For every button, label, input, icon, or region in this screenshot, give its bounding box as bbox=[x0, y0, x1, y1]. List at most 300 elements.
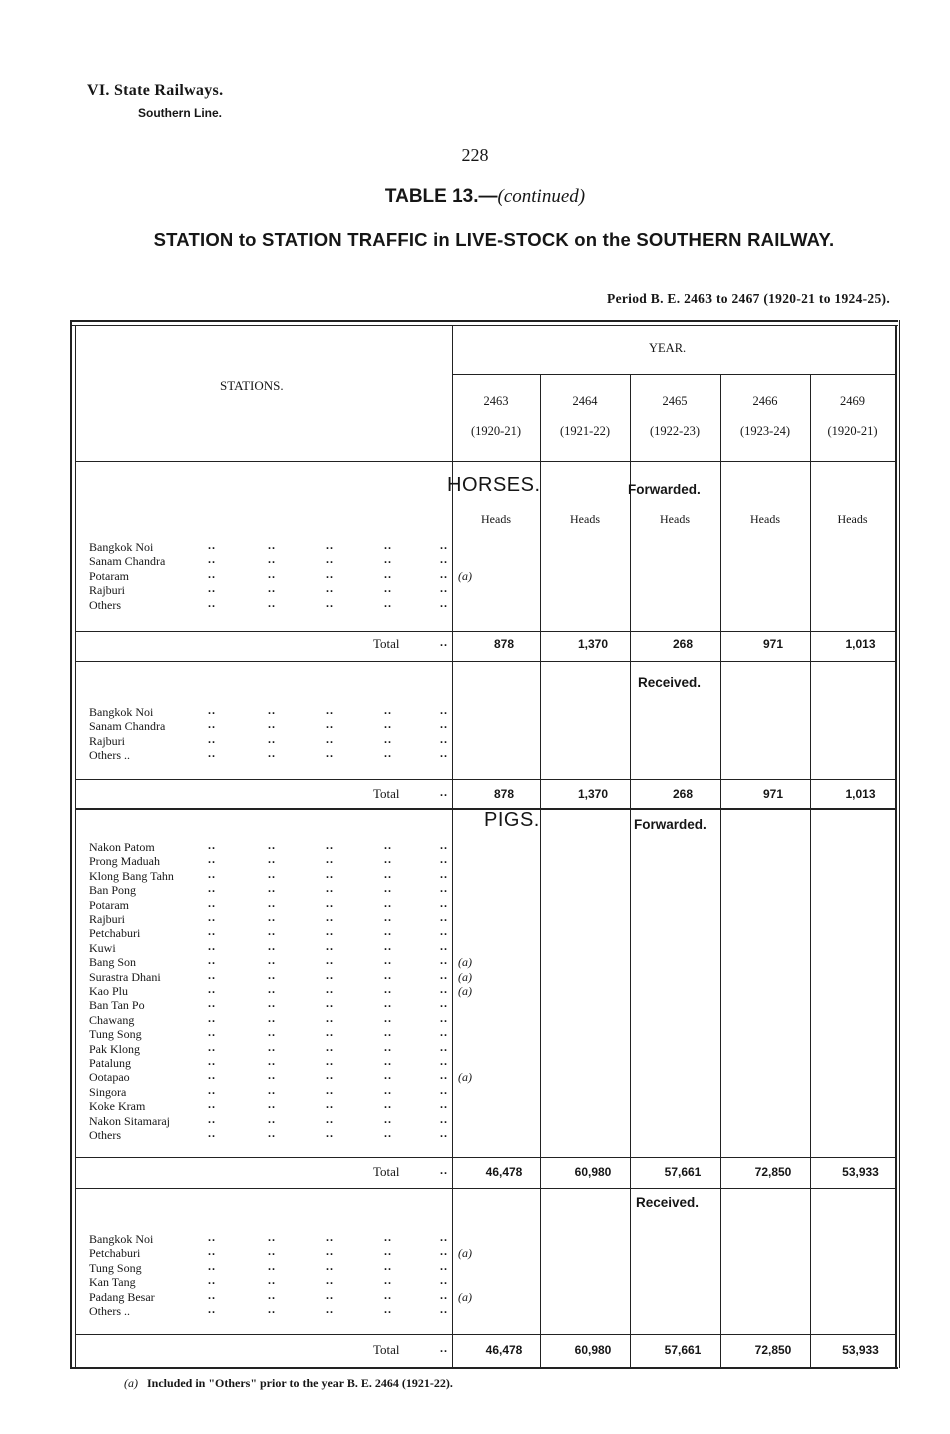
leader-dots: .. bbox=[384, 895, 392, 910]
leader-dots: .. bbox=[440, 996, 448, 1011]
leader-dots: .. bbox=[208, 1039, 216, 1054]
leader-dots: .. bbox=[326, 924, 334, 939]
total-value: 53,933 bbox=[842, 1343, 879, 1357]
leader-dots: .. bbox=[440, 1341, 448, 1355]
leader-dots: .. bbox=[326, 1258, 334, 1273]
leader-dots: .. bbox=[326, 1273, 334, 1288]
leader-dots: .. bbox=[268, 581, 276, 596]
leader-dots: .. bbox=[208, 552, 216, 567]
leader-dots: .. bbox=[268, 996, 276, 1011]
leader-dots: .. bbox=[326, 1025, 334, 1040]
leader-dots: .. bbox=[208, 1054, 216, 1068]
station-name: Tung Song bbox=[89, 1027, 142, 1042]
leader-dots: .. bbox=[384, 1054, 392, 1068]
leader-dots: .. bbox=[440, 785, 448, 799]
leader-dots: .. bbox=[208, 746, 216, 761]
leader-dots: .. bbox=[268, 1068, 276, 1083]
leader-dots: .. bbox=[384, 1273, 392, 1288]
leader-dots: .. bbox=[326, 731, 334, 746]
leader-dots: .. bbox=[268, 731, 276, 746]
leader-dots: .. bbox=[268, 703, 276, 717]
leader-dots: .. bbox=[268, 924, 276, 939]
year-subrule bbox=[452, 374, 895, 375]
table-continued: (continued) bbox=[497, 186, 586, 207]
leader-dots: .. bbox=[268, 982, 276, 996]
leader-dots: .. bbox=[440, 1039, 448, 1054]
leader-dots: .. bbox=[440, 595, 448, 610]
leader-dots: .. bbox=[384, 566, 392, 581]
leader-dots: .. bbox=[326, 746, 334, 761]
leader-dots: .. bbox=[384, 996, 392, 1011]
leader-dots: .. bbox=[440, 1126, 448, 1140]
leader-dots: .. bbox=[440, 538, 448, 552]
leader-dots: .. bbox=[326, 838, 334, 852]
page-title: STATION to STATION TRAFFIC in LIVE-STOCK on the SOUTHERN RAILWAY. bbox=[153, 229, 835, 250]
leader-dots: .. bbox=[440, 924, 448, 939]
leader-dots: .. bbox=[208, 982, 216, 996]
leader-dots: .. bbox=[440, 1163, 448, 1177]
leader-dots: .. bbox=[440, 1302, 448, 1316]
leader-dots: .. bbox=[326, 1111, 334, 1126]
leader-dots: .. bbox=[268, 1025, 276, 1040]
total-label: Total bbox=[373, 1164, 400, 1179]
table-right-rule-outer bbox=[899, 320, 900, 1368]
leader-dots: .. bbox=[440, 552, 448, 567]
total-value: 57,661 bbox=[664, 1165, 702, 1179]
note-mark: (a) bbox=[458, 568, 472, 583]
leader-dots: .. bbox=[326, 938, 334, 953]
leader-dots: .. bbox=[440, 1244, 448, 1259]
leader-dots: .. bbox=[440, 967, 448, 982]
station-name: Others bbox=[89, 597, 121, 612]
leader-dots: .. bbox=[268, 1010, 276, 1025]
leader-dots: .. bbox=[326, 967, 334, 982]
leader-dots: .. bbox=[208, 938, 216, 953]
leader-dots: .. bbox=[326, 552, 334, 567]
year-label: 2466 bbox=[752, 394, 778, 408]
leader-dots: .. bbox=[208, 967, 216, 982]
leader-dots: .. bbox=[268, 953, 276, 968]
leader-dots: .. bbox=[208, 595, 216, 610]
note-mark: (a) bbox=[458, 1070, 472, 1085]
station-name: Rajburi bbox=[89, 912, 125, 926]
leader-dots: .. bbox=[208, 538, 216, 552]
station-name: Patalung bbox=[89, 1056, 131, 1070]
station-name: Others bbox=[89, 1128, 121, 1142]
leader-dots: .. bbox=[326, 996, 334, 1011]
leader-dots: .. bbox=[326, 852, 334, 867]
leader-dots: .. bbox=[208, 1273, 216, 1288]
leader-dots: .. bbox=[268, 938, 276, 953]
subtotal-rule bbox=[75, 1334, 895, 1335]
note-mark: (a) bbox=[458, 955, 472, 970]
leader-dots: .. bbox=[268, 1082, 276, 1097]
leader-dots: .. bbox=[208, 1025, 216, 1040]
leader-dots: .. bbox=[384, 1302, 392, 1316]
leader-dots: .. bbox=[326, 1302, 334, 1316]
leader-dots: .. bbox=[208, 731, 216, 746]
leader-dots: .. bbox=[268, 1302, 276, 1316]
leader-dots: .. bbox=[208, 881, 216, 896]
total-rule bbox=[75, 1188, 895, 1189]
leader-dots: .. bbox=[384, 910, 392, 924]
subtotal-rule bbox=[75, 631, 895, 632]
leader-dots: .. bbox=[326, 1230, 334, 1244]
leader-dots: .. bbox=[208, 1230, 216, 1244]
leader-dots: .. bbox=[208, 910, 216, 924]
total-value: 971 bbox=[762, 637, 784, 651]
leader-dots: .. bbox=[384, 1258, 392, 1273]
unit-label: Heads bbox=[750, 512, 780, 526]
leader-dots: .. bbox=[268, 566, 276, 581]
leader-dots: .. bbox=[384, 1111, 392, 1126]
leader-dots: .. bbox=[268, 538, 276, 552]
leader-dots: .. bbox=[384, 552, 392, 567]
leader-dots: .. bbox=[440, 881, 448, 896]
leader-dots: .. bbox=[208, 924, 216, 939]
station-name: Koke Kram bbox=[89, 1099, 146, 1114]
leader-dots: .. bbox=[268, 881, 276, 896]
leader-dots: .. bbox=[208, 1258, 216, 1273]
leader-dots: .. bbox=[268, 1244, 276, 1259]
table-bottom-rule bbox=[70, 1367, 898, 1369]
leader-dots: .. bbox=[208, 838, 216, 852]
leader-dots: .. bbox=[326, 910, 334, 924]
total-rule bbox=[75, 661, 895, 662]
leader-dots: .. bbox=[326, 982, 334, 996]
station-name: Petchaburi bbox=[89, 926, 141, 941]
station-name: Bangkok Noi bbox=[89, 540, 154, 554]
leader-dots: .. bbox=[326, 1244, 334, 1259]
station-name: Nakon Patom bbox=[89, 840, 155, 854]
station-name: Tung Song bbox=[89, 1260, 142, 1275]
leader-dots: .. bbox=[440, 635, 448, 649]
station-name: Ban Pong bbox=[89, 883, 137, 898]
period-label: (1921-22) bbox=[560, 424, 610, 438]
total-value: 60,980 bbox=[574, 1165, 612, 1179]
leader-dots: .. bbox=[384, 924, 392, 939]
leader-dots: .. bbox=[208, 1082, 216, 1097]
leader-dots: .. bbox=[268, 866, 276, 881]
note-mark: (a) bbox=[458, 969, 472, 984]
unit-label: Heads bbox=[660, 512, 690, 526]
leader-dots: .. bbox=[268, 1126, 276, 1140]
leader-dots: .. bbox=[326, 1068, 334, 1083]
section-title-pigs: PIGS. bbox=[484, 809, 540, 831]
leader-dots: .. bbox=[440, 838, 448, 852]
table-top-rule-inner bbox=[70, 325, 898, 326]
forwarded-label: Forwarded. bbox=[634, 817, 707, 832]
leader-dots: .. bbox=[440, 746, 448, 761]
leader-dots: .. bbox=[208, 1287, 216, 1302]
section-title-horses: HORSES. bbox=[447, 474, 541, 496]
leader-dots: .. bbox=[384, 746, 392, 761]
table-left-rule-inner bbox=[75, 325, 76, 1367]
total-value: 72,850 bbox=[754, 1343, 792, 1357]
leader-dots: .. bbox=[208, 1068, 216, 1083]
leader-dots: .. bbox=[208, 717, 216, 732]
leader-dots: .. bbox=[268, 967, 276, 982]
leader-dots: .. bbox=[440, 566, 448, 581]
leader-dots: .. bbox=[384, 881, 392, 896]
leader-dots: .. bbox=[384, 953, 392, 968]
station-name: Singora bbox=[89, 1084, 127, 1099]
total-value: 1,013 bbox=[845, 637, 876, 651]
leader-dots: .. bbox=[268, 1111, 276, 1126]
total-value: 46,478 bbox=[485, 1343, 523, 1357]
station-name: Pak Klong bbox=[89, 1041, 140, 1056]
table-left-rule bbox=[70, 320, 72, 1368]
station-name: Ootapao bbox=[89, 1070, 130, 1085]
page-number: 228 bbox=[461, 145, 489, 165]
leader-dots: .. bbox=[208, 1126, 216, 1140]
leader-dots: .. bbox=[384, 1010, 392, 1025]
leader-dots: .. bbox=[326, 1126, 334, 1140]
station-name: Potaram bbox=[89, 897, 129, 912]
station-name: Others .. bbox=[89, 748, 130, 763]
leader-dots: .. bbox=[268, 746, 276, 761]
leader-dots: .. bbox=[440, 1010, 448, 1025]
leader-dots: .. bbox=[440, 1273, 448, 1288]
leader-dots: .. bbox=[440, 982, 448, 996]
leader-dots: .. bbox=[440, 1054, 448, 1068]
leader-dots: .. bbox=[268, 717, 276, 732]
subtotal-rule bbox=[75, 779, 895, 780]
leader-dots: .. bbox=[384, 866, 392, 881]
station-name: Sanam Chandra bbox=[89, 719, 166, 734]
leader-dots: .. bbox=[326, 1010, 334, 1025]
total-value: 60,980 bbox=[574, 1343, 612, 1357]
leader-dots: .. bbox=[384, 982, 392, 996]
year-label: 2465 bbox=[662, 394, 688, 408]
period-label: (1920-21) bbox=[827, 424, 878, 438]
leader-dots: .. bbox=[384, 838, 392, 852]
total-label: Total bbox=[373, 636, 400, 651]
leader-dots: .. bbox=[440, 1097, 448, 1112]
station-name: Bangkok Noi bbox=[89, 1232, 154, 1246]
station-name: Kuwi bbox=[89, 940, 116, 955]
leader-dots: .. bbox=[268, 1097, 276, 1112]
leader-dots: .. bbox=[384, 1039, 392, 1054]
subtotal-rule bbox=[75, 1157, 895, 1158]
leader-dots: .. bbox=[384, 1097, 392, 1112]
leader-dots: .. bbox=[268, 552, 276, 567]
total-label: Total bbox=[373, 1342, 400, 1357]
leader-dots: .. bbox=[268, 910, 276, 924]
total-value: 72,850 bbox=[754, 1165, 792, 1179]
section-heading: VI. State Railways. bbox=[87, 82, 224, 99]
station-name: Kao Plu bbox=[89, 984, 128, 998]
leader-dots: .. bbox=[268, 895, 276, 910]
total-value: 57,661 bbox=[664, 1343, 702, 1357]
leader-dots: .. bbox=[440, 731, 448, 746]
forwarded-label: Forwarded. bbox=[628, 482, 701, 497]
unit-label: Heads bbox=[570, 512, 600, 526]
leader-dots: .. bbox=[268, 838, 276, 852]
leader-dots: .. bbox=[326, 895, 334, 910]
leader-dots: .. bbox=[384, 1068, 392, 1083]
leader-dots: .. bbox=[208, 566, 216, 581]
leader-dots: .. bbox=[208, 1097, 216, 1112]
leader-dots: .. bbox=[208, 581, 216, 596]
leader-dots: .. bbox=[440, 953, 448, 968]
year-label: 2464 bbox=[572, 394, 598, 408]
station-name: Petchaburi bbox=[89, 1246, 141, 1261]
leader-dots: .. bbox=[326, 1039, 334, 1054]
unit-label: Heads bbox=[837, 512, 868, 526]
leader-dots: .. bbox=[326, 881, 334, 896]
leader-dots: .. bbox=[326, 595, 334, 610]
leader-dots: .. bbox=[440, 717, 448, 732]
table-top-rule bbox=[70, 320, 898, 322]
leader-dots: .. bbox=[384, 595, 392, 610]
leader-dots: .. bbox=[384, 1230, 392, 1244]
leader-dots: .. bbox=[440, 1082, 448, 1097]
total-value: 971 bbox=[762, 787, 784, 801]
leader-dots: .. bbox=[208, 1244, 216, 1259]
leader-dots: .. bbox=[440, 1111, 448, 1126]
year-label: 2463 bbox=[483, 394, 509, 408]
leader-dots: .. bbox=[440, 938, 448, 953]
station-name: Surastra Dhani bbox=[89, 969, 161, 984]
received-label: Received. bbox=[636, 1195, 700, 1210]
leader-dots: .. bbox=[384, 731, 392, 746]
leader-dots: .. bbox=[384, 1244, 392, 1259]
leader-dots: .. bbox=[384, 1126, 392, 1140]
leader-dots: .. bbox=[326, 1082, 334, 1097]
leader-dots: .. bbox=[440, 581, 448, 596]
total-value: 268 bbox=[672, 787, 694, 801]
leader-dots: .. bbox=[208, 703, 216, 717]
total-value: 1,013 bbox=[845, 787, 876, 801]
leader-dots: .. bbox=[268, 1054, 276, 1068]
leader-dots: .. bbox=[326, 581, 334, 596]
station-name: Ban Tan Po bbox=[89, 998, 145, 1013]
total-value: 878 bbox=[493, 787, 515, 801]
leader-dots: .. bbox=[268, 1287, 276, 1302]
leader-dots: .. bbox=[208, 996, 216, 1011]
leader-dots: .. bbox=[208, 953, 216, 968]
received-label: Received. bbox=[638, 675, 702, 690]
leader-dots: .. bbox=[440, 703, 448, 717]
leader-dots: .. bbox=[326, 1287, 334, 1302]
table-right-rule bbox=[895, 325, 897, 1367]
station-name: Bangkok Noi bbox=[89, 705, 154, 719]
leader-dots: .. bbox=[268, 1273, 276, 1288]
footnote bbox=[124, 1376, 453, 1391]
station-name: Kan Tang bbox=[89, 1275, 136, 1290]
footnote-text: Included in "Others" prior to the year B. E. 2464 (1921-22). bbox=[147, 1376, 453, 1390]
leader-dots: .. bbox=[384, 703, 392, 717]
leader-dots: .. bbox=[440, 1258, 448, 1273]
leader-dots: .. bbox=[384, 967, 392, 982]
leader-dots: .. bbox=[208, 866, 216, 881]
leader-dots: .. bbox=[384, 938, 392, 953]
station-name: Potaram bbox=[89, 568, 129, 583]
station-name: Chawang bbox=[89, 1012, 135, 1027]
leader-dots: .. bbox=[326, 717, 334, 732]
period-label: (1920-21) bbox=[471, 424, 521, 438]
station-name: Sanam Chandra bbox=[89, 554, 166, 569]
leader-dots: .. bbox=[326, 1054, 334, 1068]
station-name: Rajburi bbox=[89, 733, 125, 748]
total-value: 1,370 bbox=[577, 637, 609, 651]
leader-dots: .. bbox=[440, 866, 448, 881]
leader-dots: .. bbox=[440, 910, 448, 924]
leader-dots: .. bbox=[326, 953, 334, 968]
leader-dots: .. bbox=[440, 895, 448, 910]
note-mark: (a) bbox=[458, 1246, 472, 1261]
leader-dots: .. bbox=[440, 1230, 448, 1244]
unit-label: Heads bbox=[481, 512, 511, 526]
note-mark: (a) bbox=[458, 1289, 472, 1304]
table-number: TABLE 13.— bbox=[384, 186, 498, 207]
leader-dots: .. bbox=[268, 852, 276, 867]
total-value: 53,933 bbox=[842, 1165, 879, 1179]
stations-header: STATIONS. bbox=[220, 378, 284, 393]
total-value: 268 bbox=[672, 637, 694, 651]
total-value: 46,478 bbox=[485, 1165, 523, 1179]
station-name: Nakon Sitamaraj bbox=[89, 1113, 170, 1128]
leader-dots: .. bbox=[268, 1039, 276, 1054]
leader-dots: .. bbox=[208, 1111, 216, 1126]
note-mark: (a) bbox=[458, 984, 472, 998]
station-name: Bang Son bbox=[89, 955, 137, 970]
line-subheading: Southern Line. bbox=[138, 106, 222, 120]
leader-dots: .. bbox=[384, 1025, 392, 1040]
leader-dots: .. bbox=[326, 538, 334, 552]
leader-dots: .. bbox=[208, 852, 216, 867]
leader-dots: .. bbox=[326, 566, 334, 581]
station-name: Klong Bang Tahn bbox=[89, 868, 174, 883]
year-header: YEAR. bbox=[649, 341, 687, 355]
total-value: 878 bbox=[493, 637, 515, 651]
leader-dots: .. bbox=[326, 866, 334, 881]
station-name: Padang Besar bbox=[89, 1289, 155, 1304]
leader-dots: .. bbox=[268, 1230, 276, 1244]
station-name: Prong Maduah bbox=[89, 854, 160, 869]
leader-dots: .. bbox=[208, 1302, 216, 1316]
station-name: Others .. bbox=[89, 1304, 130, 1318]
leader-dots: .. bbox=[208, 895, 216, 910]
leader-dots: .. bbox=[326, 1097, 334, 1112]
leader-dots: .. bbox=[384, 1082, 392, 1097]
leader-dots: .. bbox=[384, 538, 392, 552]
leader-dots: .. bbox=[384, 852, 392, 867]
total-label: Total bbox=[373, 786, 400, 801]
leader-dots: .. bbox=[384, 717, 392, 732]
header-bottom-rule bbox=[75, 461, 895, 462]
period-caption: Period B. E. 2463 to 2467 (1920-21 to 1924-25). bbox=[607, 291, 890, 306]
leader-dots: .. bbox=[440, 1287, 448, 1302]
leader-dots: .. bbox=[268, 595, 276, 610]
leader-dots: .. bbox=[440, 1025, 448, 1040]
year-label: 2469 bbox=[840, 394, 865, 408]
leader-dots: .. bbox=[326, 703, 334, 717]
leader-dots: .. bbox=[440, 852, 448, 867]
period-label: (1922-23) bbox=[650, 424, 700, 438]
leader-dots: .. bbox=[440, 1068, 448, 1083]
footnote-mark: (a) bbox=[124, 1376, 138, 1390]
leader-dots: .. bbox=[208, 1010, 216, 1025]
period-label: (1923-24) bbox=[740, 424, 790, 438]
leader-dots: .. bbox=[268, 1258, 276, 1273]
table-label bbox=[0, 186, 950, 208]
leader-dots: .. bbox=[384, 1287, 392, 1302]
station-name: Rajburi bbox=[89, 583, 125, 598]
total-value: 1,370 bbox=[577, 787, 609, 801]
leader-dots: .. bbox=[384, 581, 392, 596]
